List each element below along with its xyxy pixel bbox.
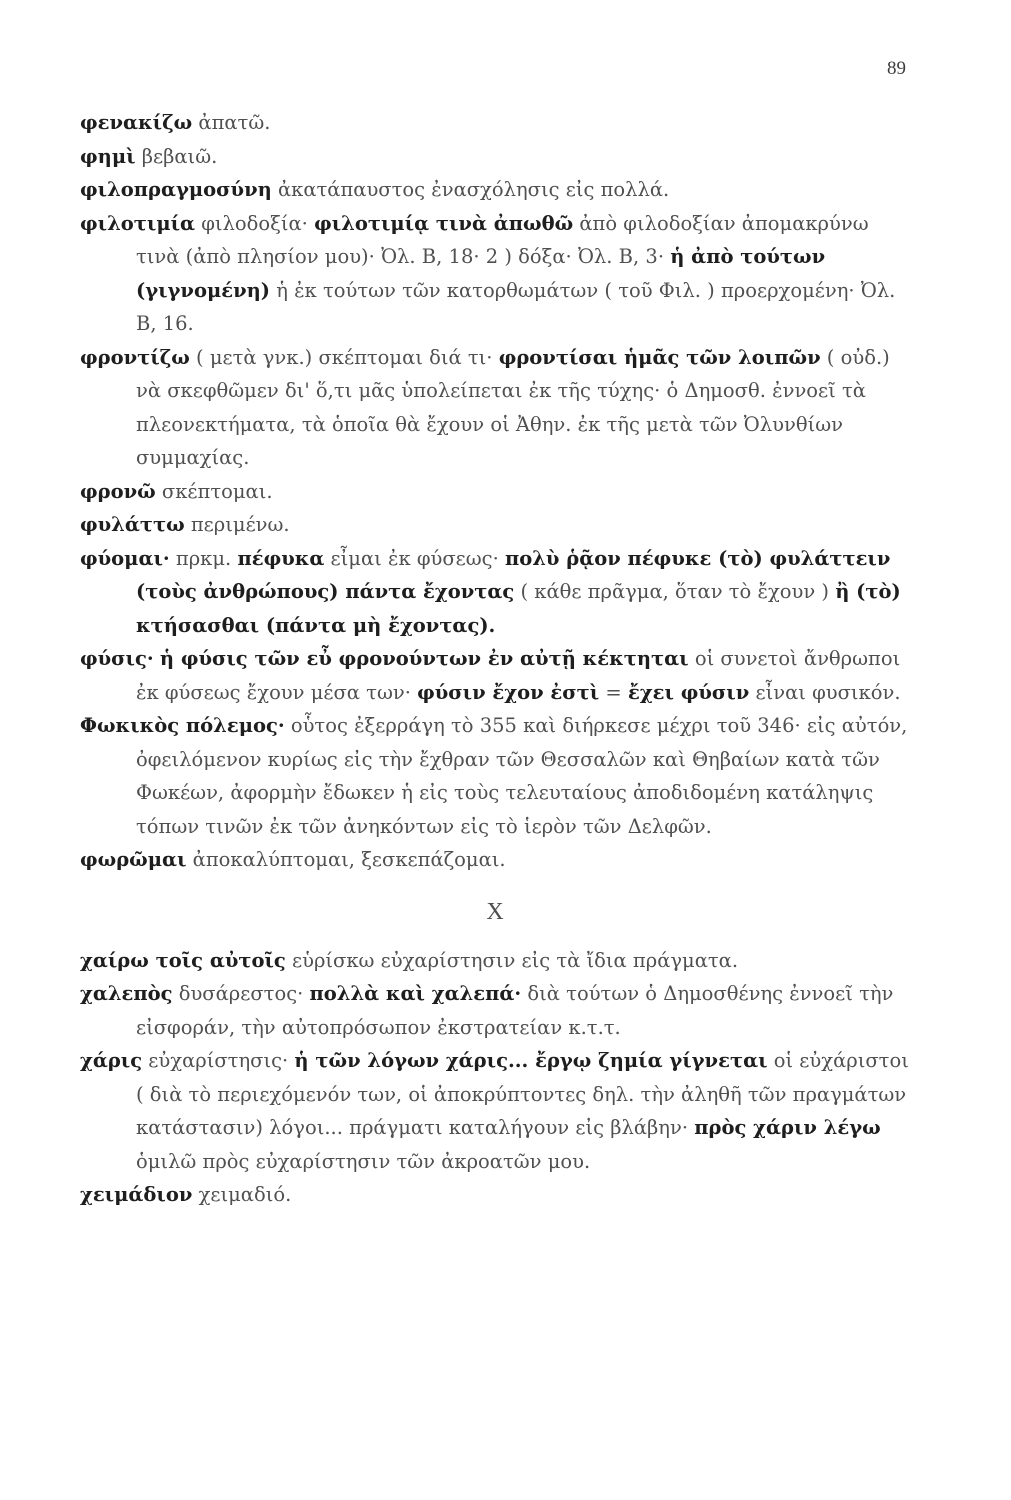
glossary-entry [80,1178,910,1212]
entry-definition: ἀκατάπαυστος ἐνασχόλησις εἰς πολλά. [271,178,670,201]
entry-definition: ἀποκαλύπτομαι, ξεσκεπάζομαι. [186,848,506,871]
entry-headword: φιλοτιμία [80,211,196,235]
entry-definition: οἱ εὐχάριστοι ( διὰ τὸ περιεχόμενόν των, οἱ ἀποκρύπτοντες δηλ. τὴν ἀληθῆ τῶν πραγμάτων κατάστασιν) λόγοι... πράγματι καταλήγουν εἰς βλάβην· [136,1049,909,1139]
entry-headword: φενακίζω [80,111,193,134]
entry-definition: ὁμιλῶ πρὸς εὐχαρίστησιν τῶν ἀκροατῶν μου. [136,1149,591,1173]
entry-phrase: ἡ τῶν λόγων χάρις... ἔργῳ ζημία γίγνεται [294,1049,768,1072]
glossary-entries [80,106,910,1212]
entry-list-phi [80,106,910,877]
glossary-entry [80,843,910,877]
glossary-entry [80,140,910,174]
entry-headword: φύσις· [80,647,154,670]
glossary-entry [80,709,910,843]
entry-phrase: ἡ ἀπὸ τούτων (γιγνομένη) [136,245,826,302]
section-letter: X [486,898,504,925]
entry-phrase: φροντίσαι ἡμᾶς τῶν λοιπῶν [498,345,821,369]
entry-phrase: πέφυκα [237,546,325,570]
entry-definition: εἶμαι ἐκ φύσεως· [324,546,505,570]
entry-headword: χαίρω τοῖς αὐτοῖς [80,948,286,972]
entry-phrase: ἡ φύσις τῶν εὖ φρονούντων ἐν αὐτῇ κέκτηται [159,647,689,670]
entry-definition: περιμένω. [184,513,290,536]
glossary-entry [80,977,910,1044]
entry-definition: δυσάρεστος· [172,982,310,1005]
entry-headword: χαλεπὸς [80,982,173,1005]
entry-definition: ἡ ἐκ τούτων τῶν κατορθωμάτων ( τοῦ Φιλ. ) προερχομένη· Ὀλ. Β, 16. [136,278,896,335]
entry-definition: εὑρίσκω εὐχαρίστησιν εἰς τὰ ἴδια πράγματα. [285,948,739,972]
glossary-entry [80,173,910,207]
entry-headword: φιλοπραγμοσύνη [80,178,272,201]
entry-definition: πρκμ. [169,546,238,570]
glossary-entry [80,207,910,341]
glossary-entry [80,508,910,542]
entry-definition: ( μετὰ γνκ.) σκέπτομαι διά τι· [189,345,499,369]
entry-headword: Φωκικὸς πόλεμος· [80,714,285,737]
glossary-entry [80,475,910,509]
entry-definition: ( οὐδ.) νὰ σκεφθῶμεν δι' ὅ,τι μᾶς ὑπολείπεται ἐκ τῆς τύχης· ὁ Δημοσθ. ἐννοεῖ τὰ πλεονεκτήματα, τὰ ὁποῖα θὰ ἔχουν οἱ Ἀθην. ἐκ τῆς μετὰ τῶν Ὀλυνθίων συμμαχίας. [136,345,890,469]
entry-headword: φροντίζω [80,345,190,369]
entry-definition: χειμαδιό. [192,1183,292,1206]
entry-definition: εὐχαρίστησις· [142,1049,295,1072]
entry-definition: βεβαιῶ. [135,144,218,168]
entry-headword: χειμάδιον [80,1183,193,1206]
entry-definition: εἶναι φυσικόν. [749,680,901,704]
entry-phrase: φιλοτιμίᾳ τινὰ ἀπωθῶ [314,211,574,235]
entry-definition: φιλοδοξία· [195,211,315,235]
entry-headword: φύομαι· [80,546,170,570]
entry-phrase: πρὸς χάριν λέγω [694,1116,881,1139]
entry-list-chi [80,944,910,1212]
entry-headword: φωρῶμαι [80,848,187,871]
entry-phrase: ἔχει φύσιν [627,680,750,704]
entry-headword: φημὶ [80,144,136,168]
glossary-entry [80,341,910,475]
entry-definition: ἀπατῶ. [192,111,271,134]
glossary-entry [80,106,910,140]
entry-definition: ( κάθε πρᾶγμα, ὅταν τὸ ἔχουν ) [514,580,836,603]
glossary-entry [80,542,910,643]
entry-phrase: πολλὰ καὶ χαλεπά· [309,982,522,1005]
entry-phrase: φύσιν ἔχον ἐστὶ [417,680,600,704]
entry-definition: σκέπτομαι. [155,479,273,503]
entry-definition: διὰ τούτων ὁ Δημοσθένης ἐννοεῖ τὴν εἰσφοράν, τὴν αὐτοπρόσωπον ἐκστρατείαν κ.τ.τ. [136,982,894,1039]
entry-definition: οἱ συνετοὶ ἄνθρωποι ἐκ φύσεως ἔχουν μέσα των· [136,647,901,704]
glossary-entry [80,1044,910,1178]
glossary-entry [80,944,910,978]
entry-headword: φρονῶ [80,479,156,503]
glossary-entry [80,642,910,709]
entry-headword: φυλάττω [80,513,185,536]
entry-phrase: ἢ (τὸ) κτήσασθαι (πάντα μὴ ἔχοντας). [136,580,901,637]
page-number: 89 [887,58,906,79]
entry-headword: χάρις [80,1049,143,1072]
entry-definition: ἀπὸ φιλοδοξίαν ἀπομακρύνω τινὰ (ἀπὸ πλησίον μου)· Ὀλ. Β, 18· 2 ) δόξα· Ὀλ. Β, 3· [136,211,869,268]
entry-definition: = [599,680,628,704]
entry-definition: οὗτος ἐξερράγη τὸ 355 καὶ διήρκεσε μέχρι τοῦ 346· εἰς αὐτόν, ὀφειλόμενον κυρίως εἰς τὴν ἔχθραν τῶν Θεσσαλῶν καὶ Θηβαίων κατὰ τῶν Φωκέων, ἀφορμὴν ἔδωκεν ἡ εἰς τοὺς τελευταίους ἀποδιδομένη κατάληψις τόπων τινῶν ἐκ τῶν ἀνηκόντων εἰς τὸ ἱερὸν τῶν Δελφῶν. [136,714,908,838]
entry-phrase: πολὺ ῥᾷον πέφυκε (τὸ) φυλάττειν (τοὺς ἀνθρώπους) πάντα ἔχοντας [136,546,891,603]
